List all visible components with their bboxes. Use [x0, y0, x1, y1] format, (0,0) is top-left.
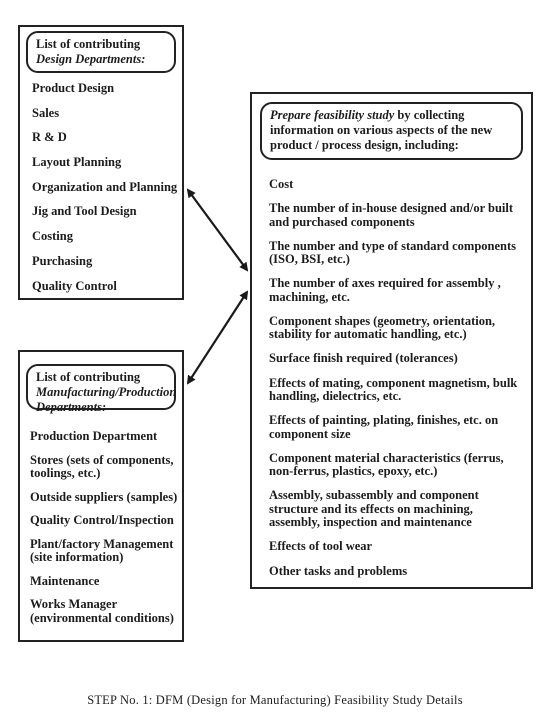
manufacturing-heading-italic: Manufacturing/Production Departments: [36, 385, 177, 414]
design-departments-heading [26, 31, 176, 73]
feasibility-heading [260, 102, 523, 160]
design-heading-italic: Design Departments: [36, 52, 146, 66]
list-item: Other tasks and problems [269, 563, 408, 578]
list-item: Effects of mating, component magnetism, bulk handling, dielectrics, etc. [269, 375, 518, 404]
list-item: Component shapes (geometry, orientation, stability for automatic handling, etc.) [269, 313, 496, 342]
list-item: Jig and Tool Design [32, 204, 137, 219]
feasibility-aspects-list [269, 178, 525, 578]
figure-caption: STEP No. 1: DFM (Design for Manufacturing) Feasibility Study Details [87, 693, 463, 707]
feasibility-study-box [250, 92, 533, 589]
list-item: Effects of painting, plating, finishes, etc. on component size [269, 413, 499, 441]
list-item: Stores (sets of components, toolings, etc.) [30, 452, 174, 480]
design-to-feasibility-arrow [188, 190, 247, 270]
list-item: Costing [32, 229, 73, 244]
list-item: The number of in-house designed and/or built and purchased components [269, 201, 514, 229]
feasibility-heading-rest: by collecting information on various aspects of the new product / process design, including: [270, 108, 493, 152]
design-departments-list [32, 82, 177, 293]
list-item: R & D [32, 130, 67, 145]
manufacturing-departments-heading [26, 364, 177, 414]
list-item: Sales [32, 105, 60, 120]
list-item: Component material characteristics (ferrus, non-ferrus, plastics, epoxy, etc.) [269, 450, 504, 479]
list-item: The number and type of standard components (ISO, BSI, etc.) [269, 238, 517, 267]
list-item: Layout Planning [32, 155, 122, 170]
list-item: Outside suppliers (samples) [30, 489, 178, 504]
list-item: Surface finish required (tolerances) [269, 351, 458, 366]
design-heading-lead: List of contributing [36, 37, 141, 51]
manufacturing-departments-list [30, 430, 178, 625]
list-item: The number of axes required for assembly , machining, etc. [269, 276, 501, 304]
manufacturing-to-feasibility-arrow [188, 292, 247, 383]
feasibility-heading-italic: Prepare feasibility study [270, 108, 395, 122]
list-item: Maintenance [30, 573, 100, 588]
list-item: Effects of tool wear [269, 539, 373, 554]
manufacturing-heading-lead: List of contributing [36, 370, 141, 384]
list-item: Assembly, subassembly and component structure and its effects on machining, assembly, inspection and maintenance [269, 488, 479, 530]
list-item: Works Manager (environmental conditions) [30, 597, 174, 625]
list-item: Plant/factory Management (site information) [30, 536, 174, 564]
design-departments-box [18, 25, 184, 300]
list-item: Quality Control/Inspection [30, 513, 174, 527]
list-item: Purchasing [32, 253, 93, 268]
manufacturing-departments-box [18, 350, 184, 642]
list-item: Cost [269, 177, 294, 191]
list-item: Production Department [30, 429, 158, 443]
list-item: Product Design [32, 81, 115, 95]
list-item: Quality Control [32, 278, 117, 293]
list-item: Organization and Planning [32, 179, 178, 194]
